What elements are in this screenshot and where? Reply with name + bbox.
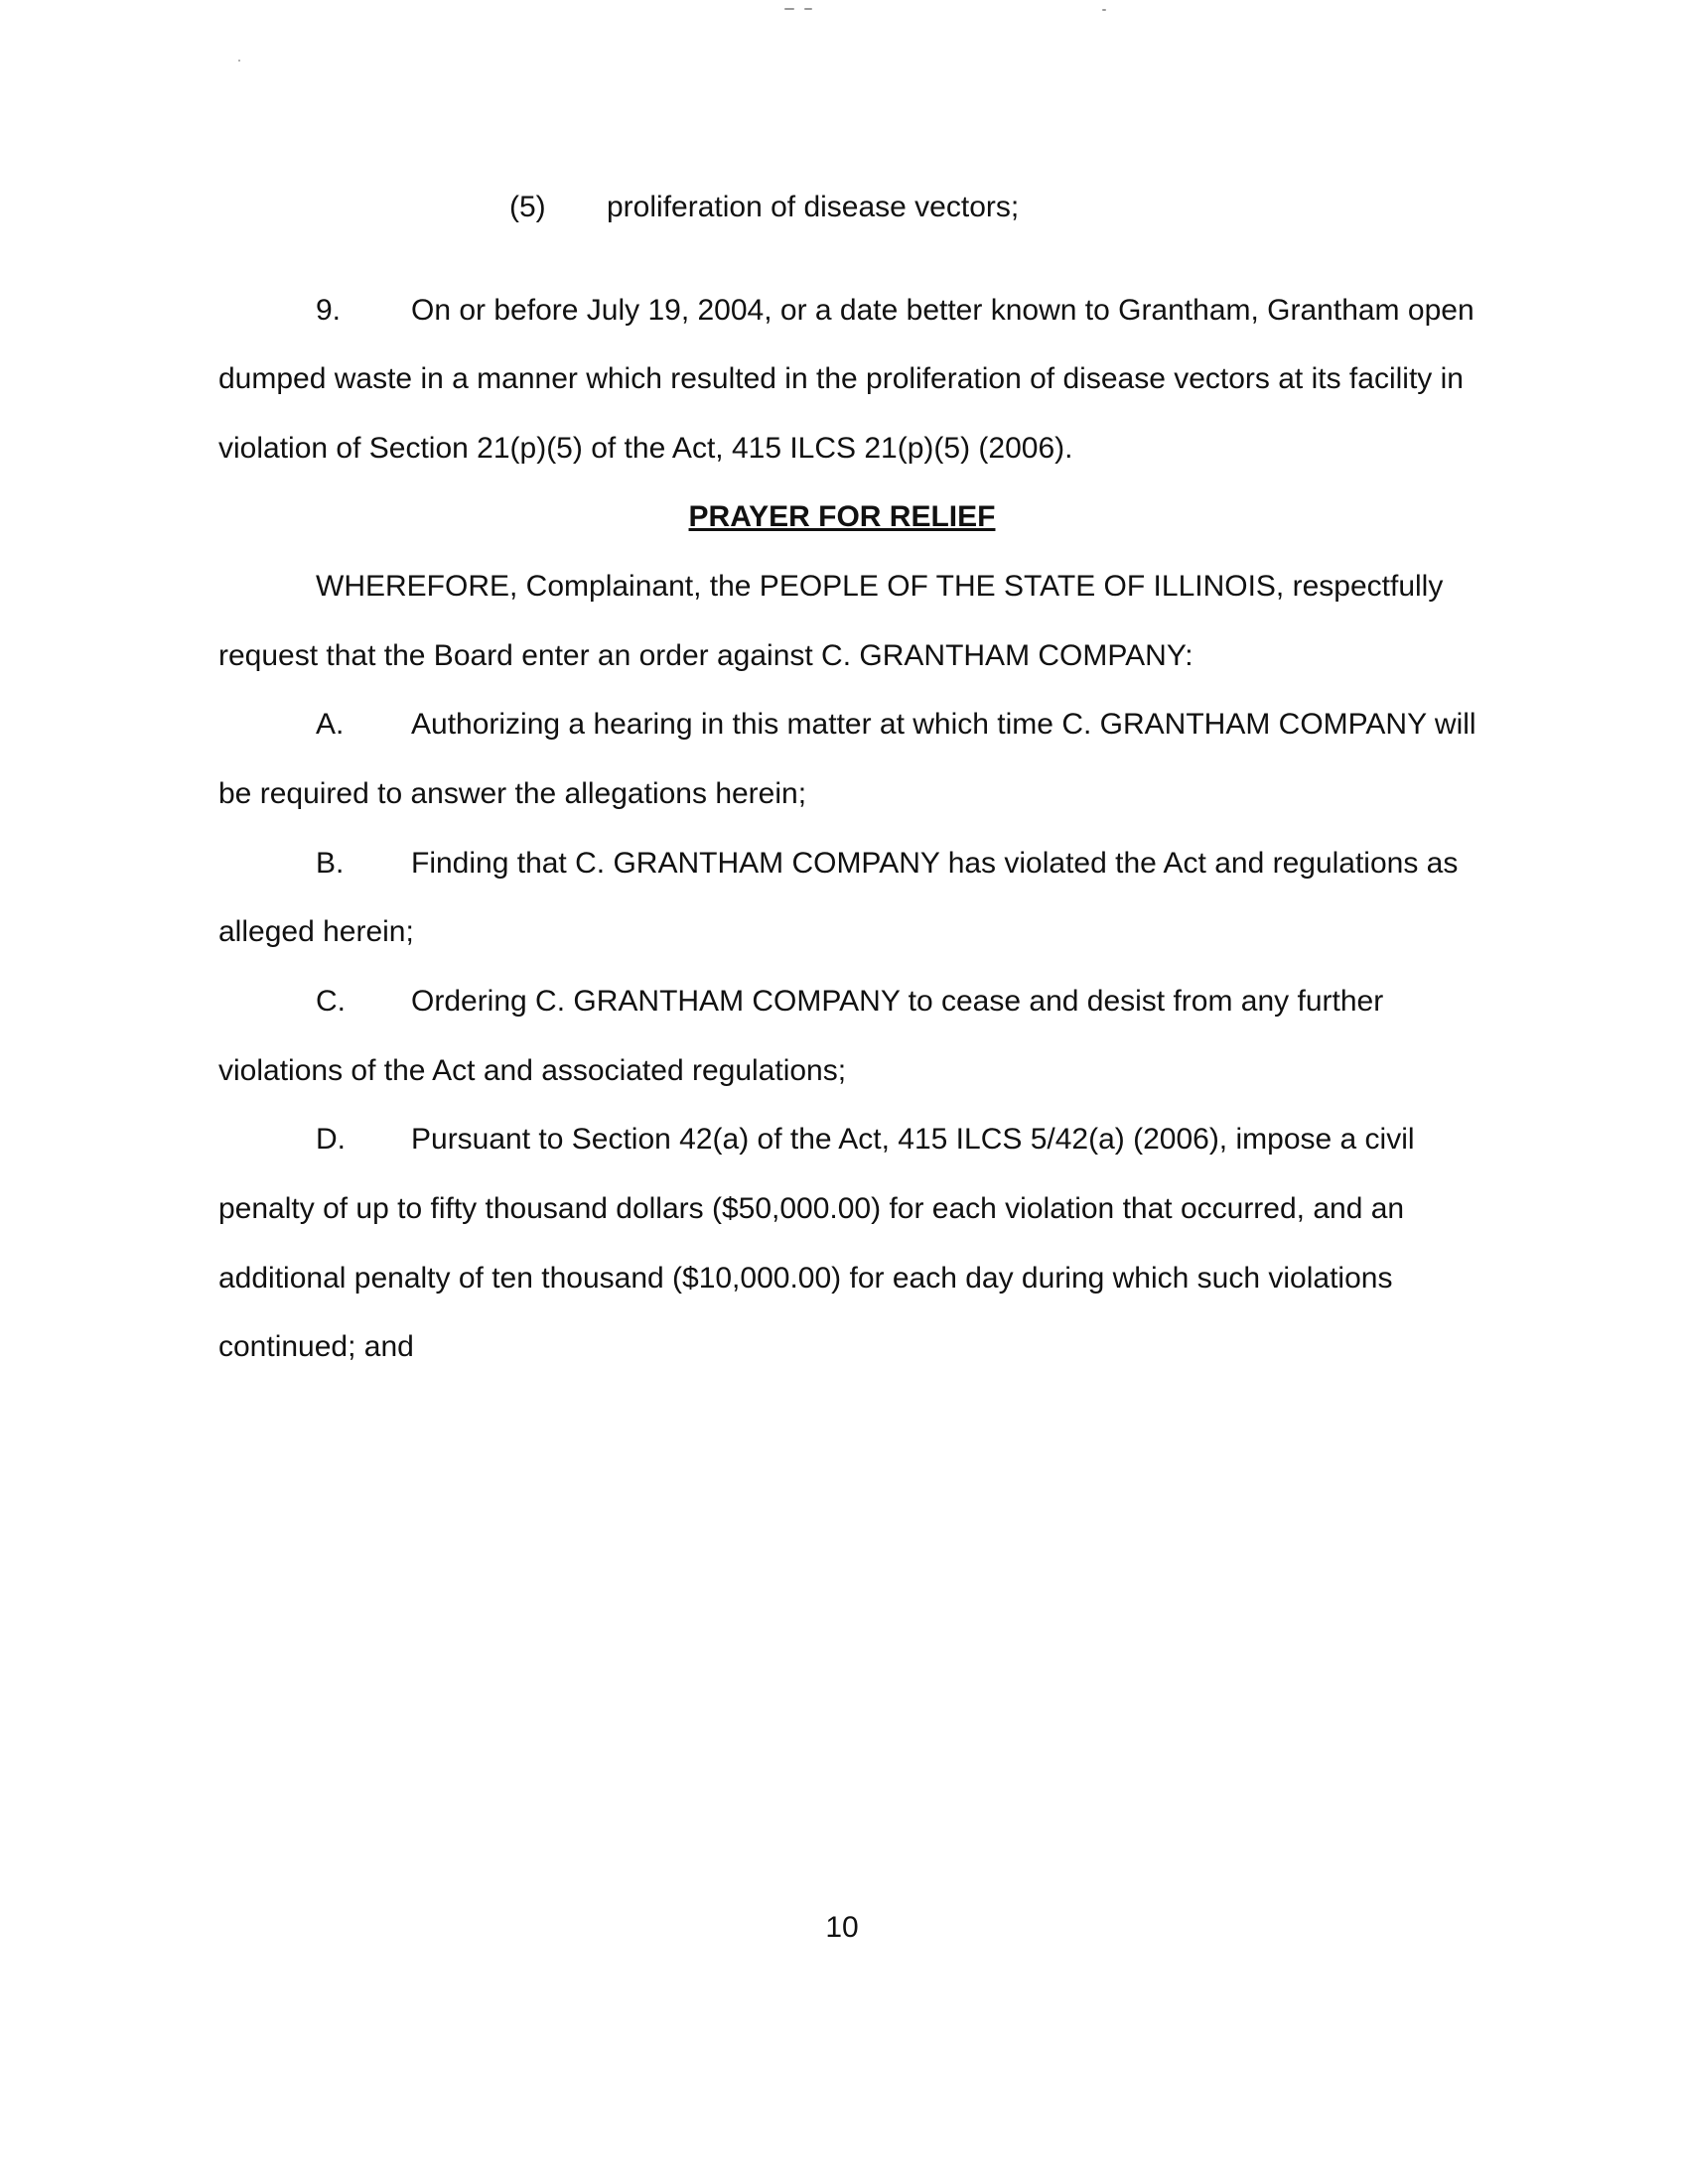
paragraph-9-line-1: On or before July 19, 2004, or a date better known to Grantham, Grantham open [411, 294, 1474, 327]
item-c-line-2: violations of the Act and associated regulations; [218, 1054, 847, 1087]
item-b-line-2: alleged herein; [218, 915, 414, 948]
item-d-line-2: penalty of up to fifty thousand dollars ($50,000.00) for each violation that occurred, and an [218, 1192, 1405, 1225]
scan-speck [1102, 9, 1106, 11]
list-text-5: proliferation of disease vectors; [607, 191, 1020, 223]
scan-speck [804, 8, 812, 10]
scan-speck [238, 60, 240, 62]
item-b-line-1: Finding that C. GRANTHAM COMPANY has violated the Act and regulations as [411, 847, 1459, 880]
paragraph-9-line-2: dumped waste in a manner which resulted in the proliferation of disease vectors at its facility in [218, 362, 1464, 395]
prayer-for-relief-heading: PRAYER FOR RELIEF [688, 500, 996, 533]
item-d-line-4: continued; and [218, 1330, 414, 1363]
list-marker-5: (5) [509, 191, 546, 223]
paragraph-9-line-3: violation of Section 21(p)(5) of the Act, 415 ILCS 21(p)(5) (2006). [218, 432, 1073, 465]
item-d-line-1: Pursuant to Section 42(a) of the Act, 415 ILCS 5/42(a) (2006), impose a civil [411, 1123, 1415, 1156]
list-marker-d: D. [316, 1123, 346, 1156]
scan-speck [784, 8, 794, 10]
item-a-line-1: Authorizing a hearing in this matter at which time C. GRANTHAM COMPANY will [411, 708, 1476, 741]
list-marker-a: A. [316, 708, 345, 741]
paragraph-number-9: 9. [316, 294, 342, 327]
list-marker-c: C. [316, 985, 346, 1018]
wherefore-line-1: WHEREFORE, Complainant, the PEOPLE OF THE STATE OF ILLINOIS, respectfully [316, 570, 1444, 603]
wherefore-line-2: request that the Board enter an order against C. GRANTHAM COMPANY: [218, 639, 1193, 672]
item-d-line-3: additional penalty of ten thousand ($10,000.00) for each day during which such violations [218, 1262, 1393, 1295]
item-c-line-1: Ordering C. GRANTHAM COMPANY to cease and desist from any further [411, 985, 1384, 1018]
page-number: 10 [825, 1911, 859, 1944]
item-a-line-2: be required to answer the allegations herein; [218, 777, 807, 810]
list-marker-b: B. [316, 847, 345, 880]
